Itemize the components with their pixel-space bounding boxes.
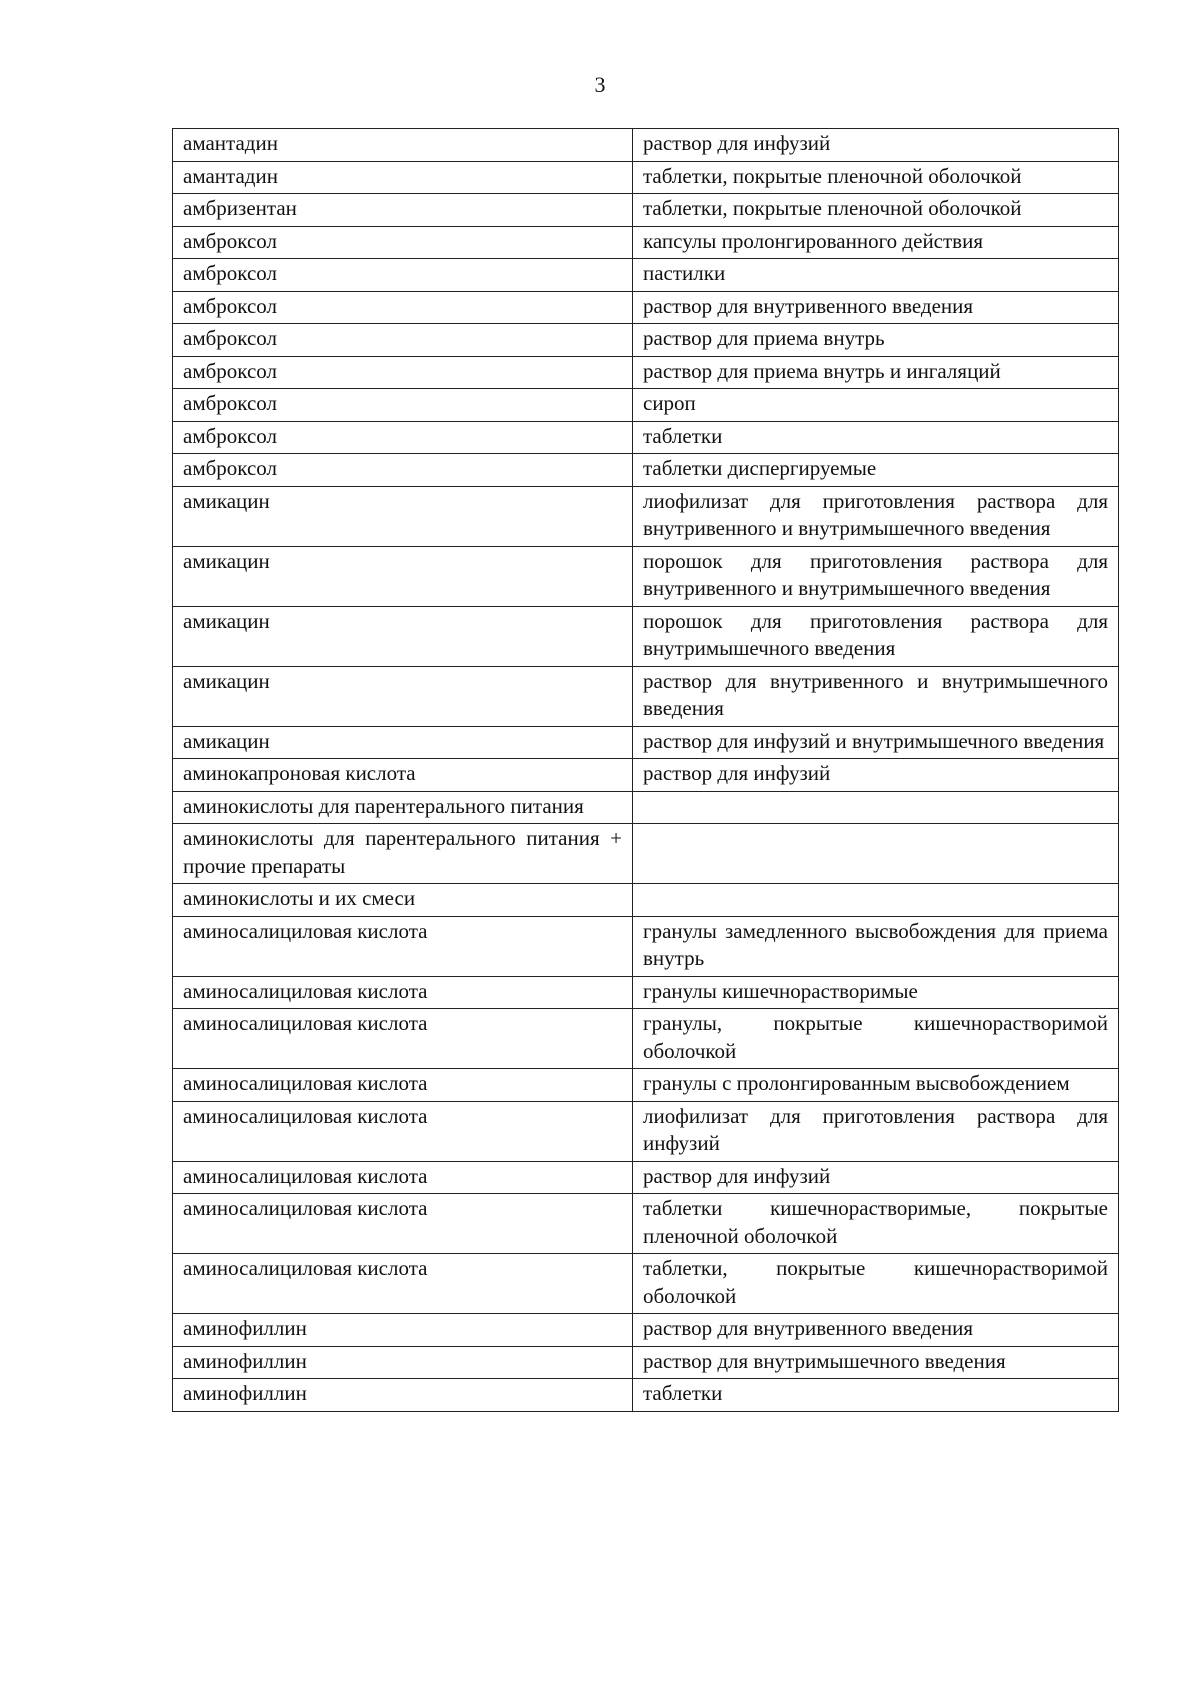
drug-name-cell: амикацин [173,486,633,546]
drug-table [172,128,1119,1412]
dosage-form-cell: таблетки, покрытые кишечнорастворимой оболочкой [633,1254,1119,1314]
table-row [173,1346,1119,1379]
dosage-form-cell: порошок для приготовления раствора для внутримышечного введения [633,606,1119,666]
dosage-form-cell: лиофилизат для приготовления раствора для инфузий [633,1101,1119,1161]
drug-name-cell: амикацин [173,666,633,726]
dosage-form-cell: пастилки [633,259,1119,292]
dosage-form-cell: таблетки, покрытые пленочной оболочкой [633,194,1119,227]
table-row [173,1254,1119,1314]
drug-name-cell: амантадин [173,161,633,194]
drug-name-cell: амикацин [173,606,633,666]
table-row [173,129,1119,162]
table-row [173,1161,1119,1194]
table-row [173,486,1119,546]
drug-name-cell: аминосалициловая кислота [173,1009,633,1069]
drug-name-cell: аминосалициловая кислота [173,1101,633,1161]
drug-name-cell: амброксол [173,389,633,422]
drug-name-cell: амикацин [173,546,633,606]
drug-name-cell: аминокислоты для парентерального питания + прочие препараты [173,824,633,884]
drug-name-cell: амантадин [173,129,633,162]
dosage-form-cell: таблетки кишечнорастворимые, покрытые пленочной оболочкой [633,1194,1119,1254]
drug-name-cell: аминофиллин [173,1346,633,1379]
table-row [173,324,1119,357]
table-row [173,666,1119,726]
dosage-form-cell: гранулы, покрытые кишечнорастворимой оболочкой [633,1009,1119,1069]
dosage-form-cell: таблетки, покрытые пленочной оболочкой [633,161,1119,194]
table-row [173,421,1119,454]
table-row [173,824,1119,884]
dosage-form-cell: капсулы пролонгированного действия [633,226,1119,259]
drug-name-cell: аминосалициловая кислота [173,976,633,1009]
dosage-form-cell: раствор для внутривенного введения [633,1314,1119,1347]
drug-name-cell: аминосалициловая кислота [173,1254,633,1314]
drug-name-cell: аминофиллин [173,1314,633,1347]
dosage-form-cell: таблетки [633,1379,1119,1412]
drug-name-cell: амброксол [173,291,633,324]
table-row [173,1314,1119,1347]
table-row [173,759,1119,792]
table-row [173,884,1119,917]
dosage-form-cell: гранулы с пролонгированным высвобождением [633,1069,1119,1102]
dosage-form-cell [633,791,1119,824]
page-number: 3 [594,72,606,97]
table-row [173,726,1119,759]
table-body [173,129,1119,1412]
drug-name-cell: аминофиллин [173,1379,633,1412]
table-row [173,1194,1119,1254]
dosage-form-cell: раствор для внутривенного и внутримышечного введения [633,666,1119,726]
dosage-form-cell: раствор для внутривенного введения [633,291,1119,324]
table-row [173,1101,1119,1161]
dosage-form-cell: таблетки [633,421,1119,454]
drug-name-cell: амброксол [173,226,633,259]
dosage-form-cell: гранулы замедленного высвобождения для приема внутрь [633,916,1119,976]
drug-name-cell: аминокислоты и их смеси [173,884,633,917]
dosage-form-cell: гранулы кишечнорастворимые [633,976,1119,1009]
drug-name-cell: аминокапроновая кислота [173,759,633,792]
drug-name-cell: аминосалициловая кислота [173,1194,633,1254]
dosage-form-cell: лиофилизат для приготовления раствора для внутривенного и внутримышечного введения [633,486,1119,546]
dosage-form-cell: сироп [633,389,1119,422]
drug-name-cell: аминосалициловая кислота [173,1161,633,1194]
drug-name-cell: амброксол [173,324,633,357]
drug-name-cell: амикацин [173,726,633,759]
dosage-form-cell: таблетки диспергируемые [633,454,1119,487]
dosage-form-cell: раствор для инфузий [633,1161,1119,1194]
table-row [173,1009,1119,1069]
drug-name-cell: амброксол [173,356,633,389]
dosage-form-cell: раствор для приема внутрь и ингаляций [633,356,1119,389]
table-row [173,259,1119,292]
drug-name-cell: амброксол [173,454,633,487]
dosage-form-cell: раствор для приема внутрь [633,324,1119,357]
dosage-form-cell [633,824,1119,884]
drug-name-cell: аминосалициловая кислота [173,1069,633,1102]
table-row [173,356,1119,389]
drug-name-cell: амброксол [173,259,633,292]
table-row [173,389,1119,422]
table-row [173,976,1119,1009]
table-row [173,606,1119,666]
drug-name-cell: аминокислоты для парентерального питания [173,791,633,824]
table-row [173,194,1119,227]
table-row [173,791,1119,824]
dosage-form-cell: раствор для инфузий и внутримышечного введения [633,726,1119,759]
table-row [173,916,1119,976]
table-row [173,1069,1119,1102]
dosage-form-cell: порошок для приготовления раствора для внутривенного и внутримышечного введения [633,546,1119,606]
table-row [173,226,1119,259]
drug-name-cell: аминосалициловая кислота [173,916,633,976]
table-row [173,1379,1119,1412]
dosage-form-cell [633,884,1119,917]
dosage-form-cell: раствор для внутримышечного введения [633,1346,1119,1379]
drug-name-cell: амбризентан [173,194,633,227]
dosage-form-cell: раствор для инфузий [633,759,1119,792]
table-row [173,291,1119,324]
table-row [173,546,1119,606]
table-row [173,454,1119,487]
table-row [173,161,1119,194]
drug-name-cell: амброксол [173,421,633,454]
dosage-form-cell: раствор для инфузий [633,129,1119,162]
